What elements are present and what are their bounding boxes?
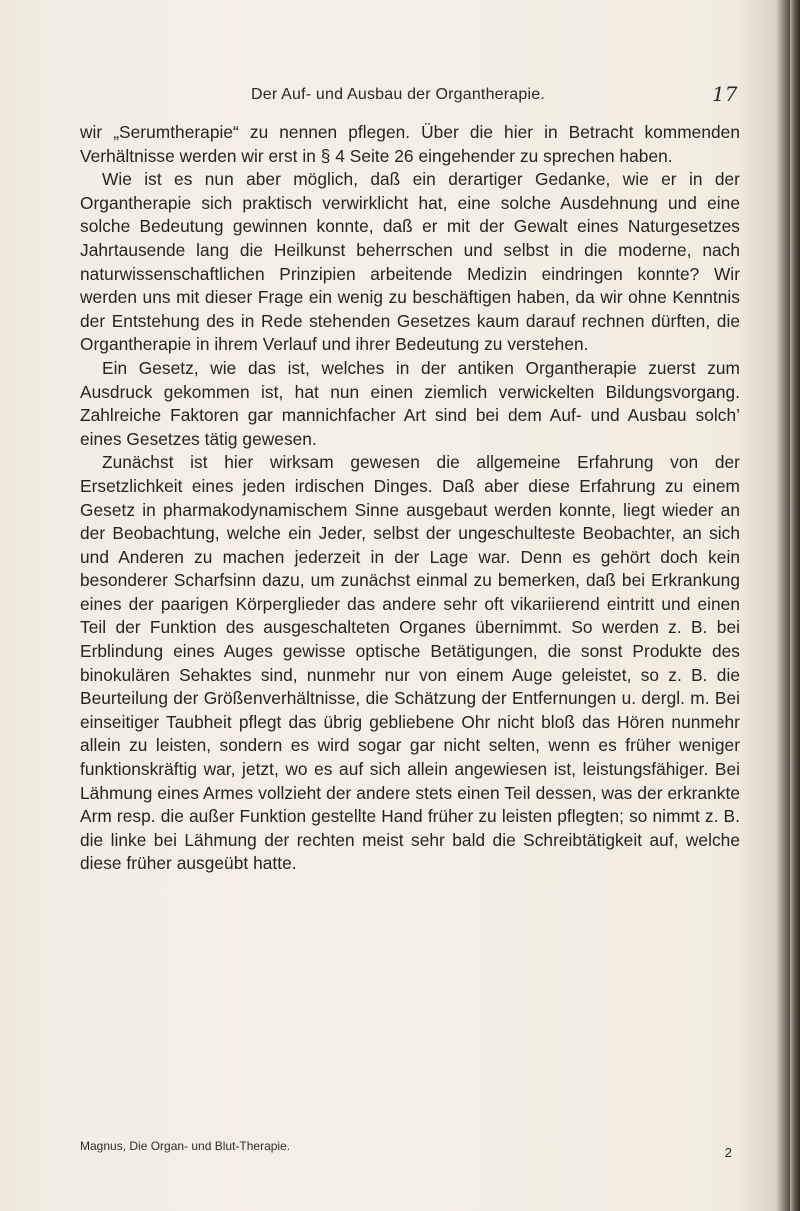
- paragraph-3: Ein Gesetz, wie das ist, welches in der antiken Organtherapie zuerst zum Ausdruck gekommen ist, hat nun einen ziemlich verwickelten Bildungsvorgang. Zahlreiche Faktoren gar mannichfacher Art sind bei dem Auf- und Ausbau solch’ eines Gesetzes tätig gewesen.: [80, 357, 740, 449]
- paragraph-1: wir „Serumtherapie“ zu nennen pflegen. Über die hier in Betracht kommenden Verhältnisse werden wir erst in § 4 Seite 26 eingehender zu sprechen haben.: [80, 122, 740, 166]
- signature-mark: 2: [724, 1145, 732, 1160]
- author-note: Magnus, Die Organ- und Blut-Therapie.: [80, 1139, 291, 1153]
- paragraph-4: Zunächst ist hier wirksam gewesen die allgemeine Erfahrung von der Ersetzlichkeit eines jeden irdischen Dinges. Daß aber diese Erfahrung zu einem Gesetz in pharmakodynamischem Sinne ausgebaut werden konnte, liegt wieder an der Beobachtung, welche ein Jeder, selbst der ungeschulteste Beobachter, an sich und Anderen zu machen jederzeit in der Lage war. Denn es gehört doch kein besonderer Scharfsinn dazu, um zunächst einmal zu bemerken, daß bei Erkrankung eines der paarigen Körperglieder das andere sehr oft vikariierend eintritt und einen Teil der Funktion des ausgeschalteten Organes übernimmt. So werden z. B. bei Erblindung eines Auges gewisse optische Betätigungen, die sonst Produkte des binokulären Sehaktes sind, nunmehr nur von einem Auge geleistet, so z. B. die Beurteilung der Größenverhältnisse, die Schätzung der Entfernungen u. dergl. m. Bei einseitiger Taubheit pflegt das übrig gebliebene Ohr nicht bloß das Hören nunmehr allein zu leisten, sondern es wird sogar gar nicht selten, wenn es früher weniger funktionskräftig war, jetzt, wo es auf sich allein angewiesen ist, leistungsfähiger. Bei Lähmung eines Armes vollzieht der andere stets einen Teil dessen, was der erkrankte Arm resp. die außer Funktion gestellte Hand früher zu leisten pflegten; so nimmt z. B. die linke bei Lähmung der rechten meist sehr bald die Schreibtätigkeit auf, welche diese früher ausgeübt hatte.: [80, 452, 740, 874]
- page-edge-shadow: [790, 0, 800, 1211]
- page-number: 17: [712, 82, 738, 106]
- paragraph-2: Wie ist es nun aber möglich, daß ein derartiger Gedanke, wie er in der Organtherapie sich praktisch verwirklicht hat, eine solche Ausdehnung und eine solche Bedeutung gewinnen konnte, daß er mit der Gewalt eines Naturgesetzes Jahrtausende lang die Heilkunst beherrschen und selbst in die moderne, nach naturwissenschaftlichen Prinzipien arbeitende Medizin eindringen konnte? Wir werden uns mit dieser Frage ein wenig zu beschäftigen haben, da wir ohne Kenntnis der Entstehung des in Rede stehenden Gesetzes kaum darauf rechnen dürften, die Organtherapie in ihrem Verlauf und ihrer Bedeutung zu verstehen.: [80, 169, 740, 355]
- body-text: [80, 121, 740, 876]
- running-title: Der Auf- und Ausbau der Organtherapie.: [250, 86, 545, 103]
- page-footer: [80, 1139, 740, 1160]
